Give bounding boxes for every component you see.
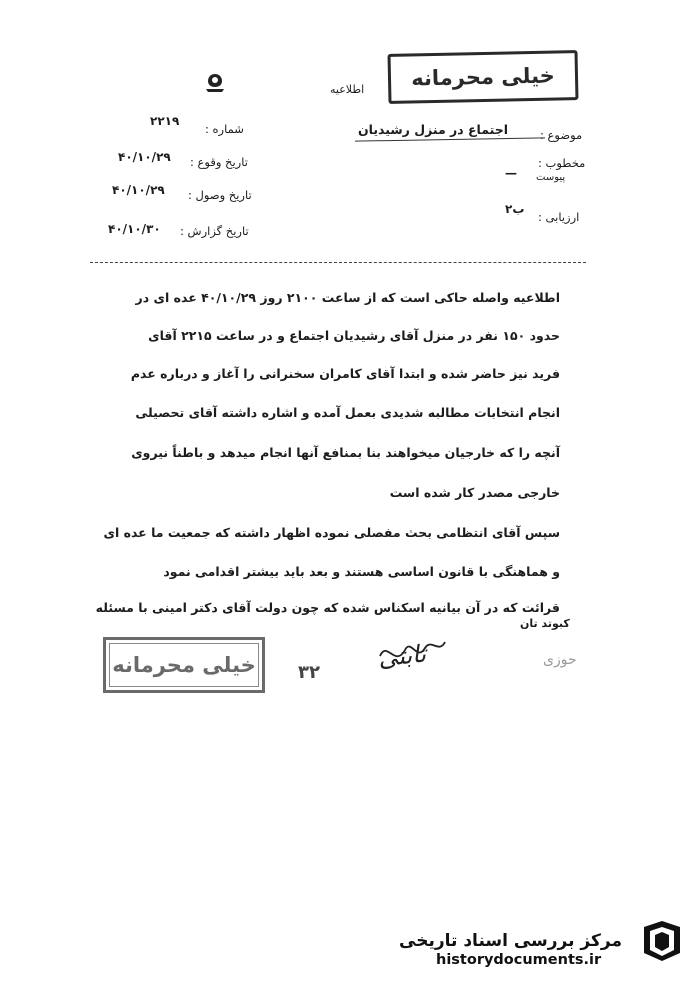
subject-underline	[355, 137, 545, 141]
number-value: ۲۲۱۹	[150, 114, 180, 128]
recipient-label: مخطوب :	[538, 156, 586, 170]
event-date-label: تاریخ وقوع :	[190, 155, 248, 169]
footer-title: مرکز بررسی اسناد تاریخی	[399, 931, 622, 951]
header-divider	[90, 262, 586, 263]
body-line: فرید نیز حاضر شده و ابتدا آقای کامران سخنرانی را آغاز و درباره عدم	[130, 366, 560, 381]
margin-note: کبوتد تان	[520, 617, 570, 630]
report-date-value: ۴۰/۱۰/۳۰	[108, 222, 161, 236]
classification-stamp-top	[387, 50, 578, 104]
top-label: اطلاعیه	[330, 83, 365, 96]
stamp-text: خیلی محرمانه	[112, 653, 256, 677]
event-date-value: ۴۰/۱۰/۲۹	[118, 150, 171, 164]
subject-label: موضوع :	[540, 128, 583, 142]
archive-logo-icon	[640, 917, 684, 965]
recipient-sub-label: پیوست	[536, 172, 566, 183]
footer-url: historydocuments.ir	[436, 952, 602, 968]
body-line: سپس آقای انتظامی بحث مفصلی نموده اظهار داشته که جمعیت ما عده ای	[103, 525, 560, 540]
body-line: و هماهنگی با قانون اساسی هستند و بعد باید بیشتر اقدامی نمود	[163, 564, 560, 579]
body-line: اطلاعیه واصله حاکی است که از ساعت ۲۱۰۰ روز ۴۰/۱۰/۲۹ عده ای در	[135, 290, 560, 305]
recipient-value: —	[505, 166, 518, 180]
rating-label: ارزیابی :	[538, 210, 580, 224]
body-line: انجام انتخابات مطالبه شدیدی بعمل آمده و اشاره داشته آقای تحصیلی	[135, 405, 560, 420]
body-line: آنچه را که خارجیان میخواهند بنا بمنافع آنها انجام میدهد و باطناً نیروی	[131, 445, 560, 460]
signature-stroke	[375, 628, 450, 673]
page-number: ۳۲	[298, 662, 320, 683]
subject-value: اجتماع در منزل رشیدیان	[358, 122, 509, 137]
stamp-text: خیلی محرمانه	[410, 63, 556, 91]
report-date-label: تاریخ گزارش :	[180, 224, 249, 238]
rating-value: ب۲	[505, 202, 525, 216]
classification-stamp-bottom	[103, 637, 265, 693]
received-date-label: تاریخ وصول :	[188, 188, 252, 202]
body-line: خارجی مصدر کار شده است	[389, 485, 560, 500]
body-line: قرائت که در آن بیانیه اسکناس شده که چون دولت آقای دکتر امینی با مسئله	[95, 600, 560, 615]
margin-mark: حوزی	[543, 652, 577, 668]
emblem-icon	[203, 72, 227, 94]
received-date-value: ۴۰/۱۰/۲۹	[112, 183, 165, 197]
signature: ثابتی	[376, 639, 428, 673]
number-label: شماره :	[205, 122, 244, 136]
body-line: حدود ۱۵۰ نفر در منزل آقای رشیدیان اجتماع و در ساعت ۲۲۱۵ آقای	[148, 328, 560, 343]
